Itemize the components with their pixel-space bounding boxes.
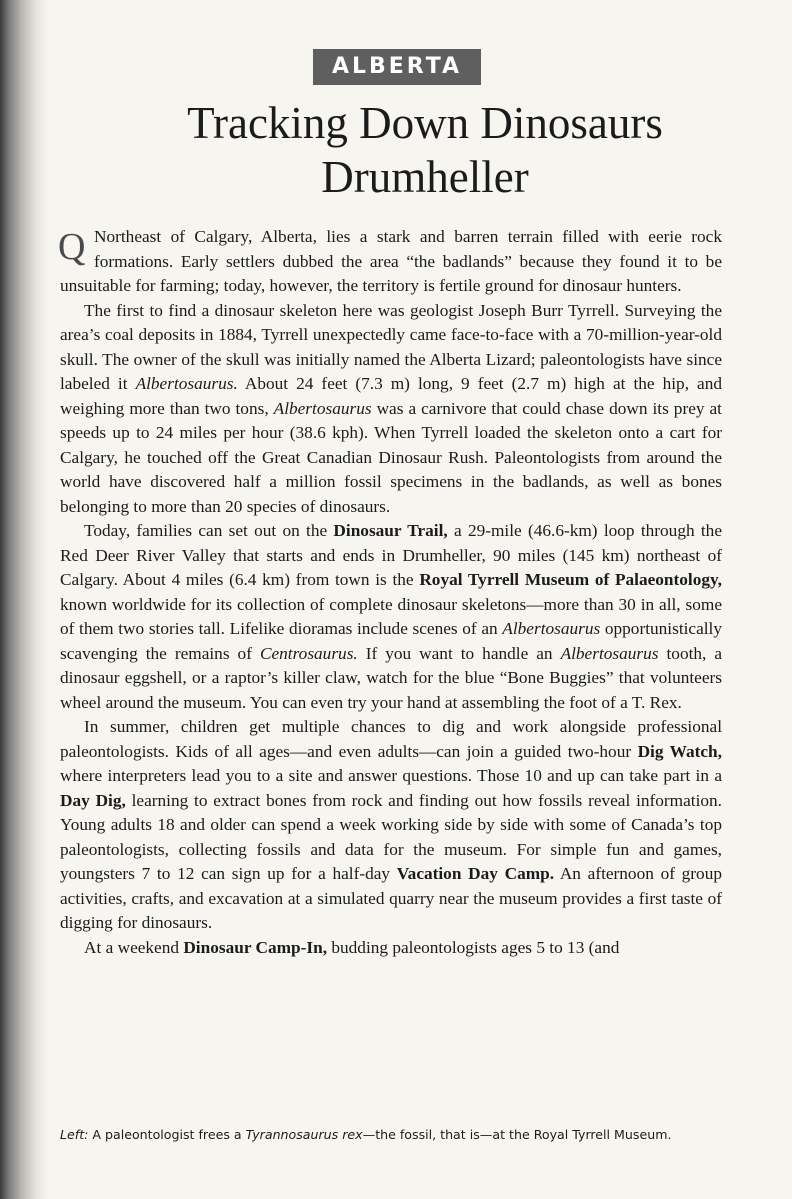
paragraph-2 [60, 299, 722, 520]
paragraph-3-bold-1: Dinosaur Trail, [333, 521, 448, 540]
caption-text-b: —the fossil, that is—at the Royal Tyrrell Museum. [362, 1127, 672, 1142]
paragraph-2-text-c: was a carnivore that could chase down its prey at speeds up to 24 miles per hour (38.6 kph). When Tyrrell loaded the skeleton onto a cart for Calgary, he touched off the Great Canadian Dinosaur Rush. Paleontologists from around the world have discovered half a million fossil specimens in the badlands, as well as bones belonging to more than 20 species of dinosaurs. [60, 398, 722, 516]
paragraph-4-bold-3: Vacation Day Camp. [396, 864, 555, 883]
paragraph-5-bold-1: Dinosaur Camp-In, [183, 937, 328, 957]
page-title [60, 96, 790, 204]
paragraph-5-text-a: At a weekend [84, 937, 184, 957]
paragraph-3-text-f: tooth, a dinosaur eggshell, or a raptor’s killer claw, watch for the blue “Bone Buggies” that volunteers wheel around the museum. You can even try your hand at assembling the foot of a T. Rex. [60, 643, 723, 712]
paragraph-2-text-b: About 24 feet (7.3 m) long, 9 feet (2.7 m) high at the hip, and weighing more than two tons, [60, 374, 722, 418]
svg-text:Q: Q [58, 229, 86, 268]
paragraph-3-text-d: opportunistically scavenging the remains of [60, 619, 723, 663]
paragraph-3-text-c: known worldwide for its collection of complete dinosaur skeletons—more than 30 in all, some of them two stories tall. Lifelike dioramas include scenes of an [60, 594, 722, 638]
article-body [60, 225, 722, 960]
paragraph-4-bold-1: Dig Watch, [637, 741, 722, 761]
caption-lead: Left: [60, 1127, 89, 1142]
paragraph-3-text-b: a 29-mile (46.6-km) loop through the Red Deer River Valley that starts and ends in Drumheller, 90 miles (145 km) northeast of Calgary. About 4 miles (6.4 km) from town is the [60, 521, 722, 589]
paragraph-3-text-e: If you want to handle an [357, 643, 561, 663]
paragraph-2-text-a: The first to find a dinosaur skeleton here was geologist Joseph Burr Tyrrell. Surveying the area’s coal deposits in 1884, Tyrrell unexpectedly came face-to-face with a 70-million-year-old skull. The owner of the skull was initially named the Alberta Lizard; paleontologists have since labeled it [60, 300, 722, 393]
paragraph-4-text-c: learning to extract bones from rock and finding out how fossils reveal information. Young adults 18 and older can spend a week working side by side with some of Canada’s top paleontologists, collecting fossils and data for the museum. For simple fun and games, youngsters 7 to 12 can sign up for a half-day [60, 790, 722, 883]
paragraph-4-text-a: In summer, children get multiple chances to dig and work alongside professional paleontologists. Kids of all ages—and even adults—can join a guided two-hour [60, 717, 722, 761]
paragraph-1 [60, 225, 722, 299]
paragraph-2-italic-2: Albertosaurus [273, 398, 372, 418]
caption-text-a: A paleontologist frees a [88, 1127, 246, 1142]
dropcap [58, 229, 88, 273]
title-line-1: Tracking Down Dinosaurs [187, 98, 663, 148]
paragraph-1-text: Northeast of Calgary, Alberta, lies a stark and barren terrain filled with eerie rock formations. Early settlers dubbed the area “the badlands” because they found it to be unsuitable for farming; today, however, the territory is fertile ground for dinosaur hunters. [60, 227, 722, 295]
caption-species: Tyrannosaurus rex [245, 1127, 363, 1142]
paragraph-4-text-d: An afternoon of group activities, crafts, and excavation at a simulated quarry near the museum provides a first taste of digging for dinosaurs. [60, 864, 722, 932]
photo-caption [60, 1127, 740, 1143]
paragraph-5-text-b: budding paleontologists ages 5 to 13 (and [327, 937, 620, 957]
paragraph-3-italic-3: Albertosaurus [560, 643, 659, 663]
paragraph-5 [60, 936, 722, 961]
dropcap-q-icon [58, 229, 88, 273]
paragraph-4 [60, 715, 722, 936]
paragraph-4-bold-2: Day Dig, [60, 790, 126, 810]
paragraph-3-italic-2: Centrosaurus. [259, 643, 358, 663]
paragraph-3-italic-1: Albertosaurus [502, 619, 601, 638]
paragraph-4-text-b: where interpreters lead you to a site and answer questions. Those 10 and up can take part in a [60, 766, 722, 785]
region-tag: ALBERTA [313, 49, 481, 85]
title-line-2: Drumheller [321, 152, 529, 202]
paragraph-2-italic-1: Albertosaurus. [135, 374, 238, 393]
paragraph-3-bold-2: Royal Tyrrell Museum of Palaeontology, [419, 570, 723, 589]
paragraph-3 [60, 519, 722, 715]
paragraph-3-text-a: Today, families can set out on the [84, 521, 334, 540]
